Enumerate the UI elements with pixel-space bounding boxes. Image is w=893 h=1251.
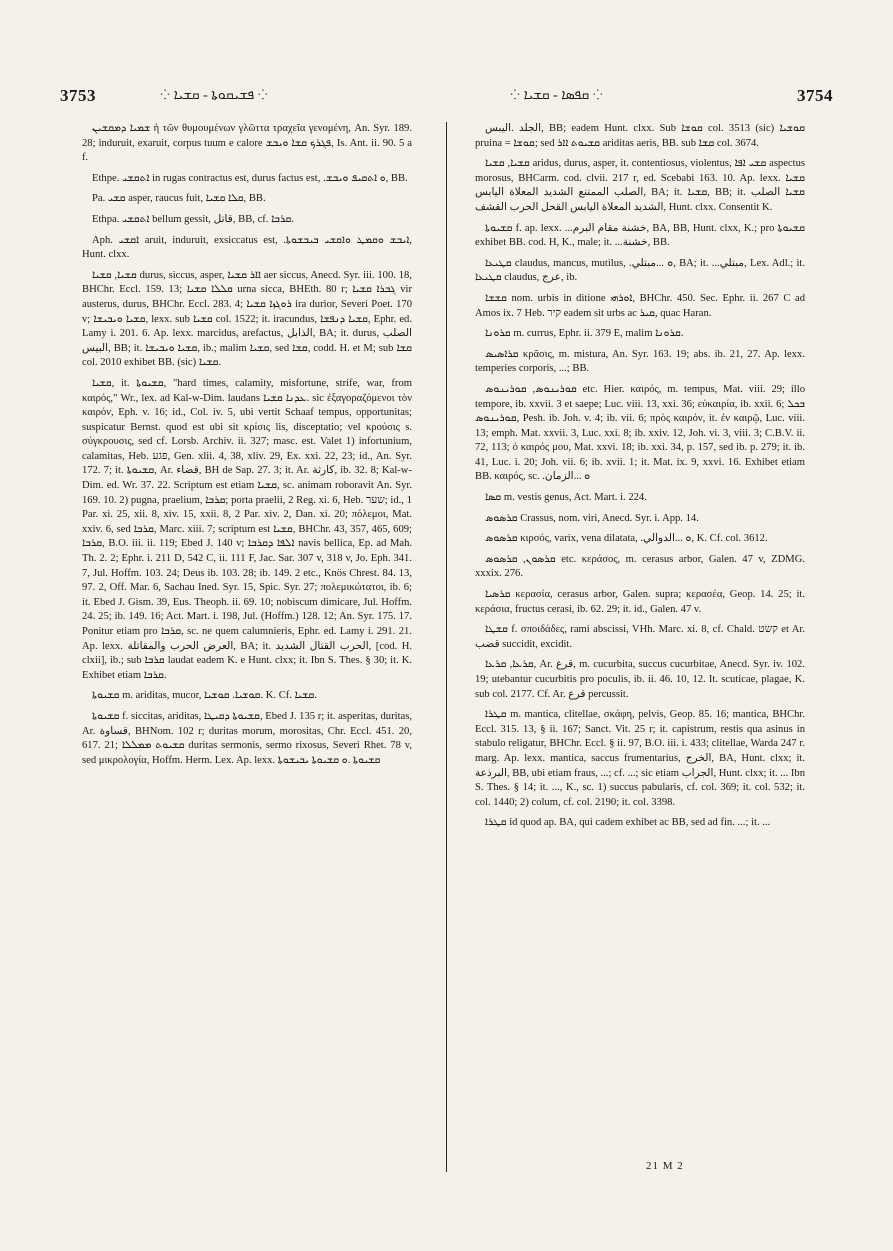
dictionary-entry: Ethpe. ܐܬܩܫܝ in rugas contractus est, durus factus est, .ܘ ܐܬܩܝܦ ܘܝܒܫ, BB. bbox=[92, 172, 408, 184]
dictionary-entry: الجلد .اليبس, BB; eadem Hunt. clxx. Sub ܩܘܫܐ col. 3513 (sic) ܩܘܫܝܐ pruina = ܩܘܫܐ; sed ܩܫܝܘܬ ܐܐܪ ariditas aeris, BB. sub ܩܫܐ col. 3674. bbox=[475, 123, 806, 149]
dictionary-entry: ܩܪܐܣܝܣ κρᾶσις, m. mistura, An. Syr. 163. 19; abs. ib. 21, 27. Ap. lexx. temperies corporis, ...; BB. bbox=[475, 348, 805, 375]
dictionary-entry: ܩܛܝܥܐ claudus, mancus, mutilus, .ܘ ...مبتلي, BA; it. ...مبتلي, Lex. Adl.; it. ܩܛܝܥܐ claudus, عرج, ib. bbox=[475, 257, 805, 284]
column-divider bbox=[446, 122, 447, 1172]
dictionary-entry: ܫܡܝܐ ܕܡܩܫܝܢ ἡ τῶν θυμουμένων γλῶττα τραχεῖα γενομένη, An. Syr. 189. 28; induruit, exaruit, corpus tuum e calore ܦܓܪܟ ܩܫܐ ܘܝܒܫ, Is. Ant. ii. 90. 5 a f. bbox=[82, 123, 412, 164]
dictionary-entry: ܩܛܪܐ id quod ap. BA, qui cadem exhibet ac BB, sed ad fin. ...; it. ... bbox=[485, 817, 771, 829]
dictionary-entry: ܩܫܛܐ f. σποιδάδες, rami abscissi, VHh. Marc. xi. 8, cf. Chald. קשט et Ar. قضب succidit, excidit. bbox=[475, 624, 805, 650]
page-header bbox=[60, 86, 833, 112]
page-number-left: 3753 bbox=[60, 86, 96, 105]
dictionary-entry: ܩܫܝܐ, ܩܫܝܐ aridus, durus, asper, it. contentiosus, violentus, ܩܫܝ ܐܦܐ aspectus morosus, BHCarm. cod. clvii. 217 r, ed. Scebabi 163. 10. Ap. lexx. ܩܫܝܐ الصلب الممتنع الشديد المعلاة اليابس, BA; it. ܩܫܝܐ, BB; it. ܩܫܝܐ الصلب الشديد المعلاة اليابس القحل الحرب القشف, Hunt. clxx. Consentit K. bbox=[475, 158, 805, 213]
dictionary-entry: ܩܘܪܝܢܘܣ, ܩܘܪܝܢܘܣ etc. Hier. καιρός, m. tempus, Mat. viii. 29; illo tempore, ib. xxvii. 3 et saepe; Luc. viii. 13, xxi. 36; εὐκαιρία, ib. xxii. 6; ܒܟܠ ܩܘܪܝܢܘܣ, Pesh. ib. Joh. v. 4; ib. vii. 6; πρὸς καιρόν, it. ἐν καιρῷ, Luc. viii. 13; emph. Mat. xxvii. 3, Luc. xxi. 8; ib. xxiv. 12, Joh. vi. 3, viii. 3; C.B.V. ii. 72, 113; ὁ καιρός μου, Mat. xxvi. 18; ib. xxi. 34, p. 157, sed ib. p. 279; it. ib. 41, Luc. i. 20; Joh. vii. 6; ib. xvii. 1; it. Mat. ix. 9, xxvi. 16. Exhibet etiam BB. καιρός, sc. .ܘ ...الزمان bbox=[475, 383, 805, 483]
dictionary-entry: ܩܪܣܝܐ κερασία, cerasus arbor, Galen. supra; κερασέα, Geop. 14. 25; it. κεράσια, fructus cerasi, ib. 62. 29; it. id., Galen. 47 v. bbox=[475, 589, 805, 615]
dictionary-entry: ܩܫܝܘܬܐ f. ap. lexx. ...خشنة مقام البرم, BA, BB, Hunt. clxx, K.; pro ܩܫܝܘܬܐ exhibet BB. cod. H, K., male; it. ...خشنة, BB. bbox=[475, 222, 805, 249]
right-column bbox=[475, 122, 805, 837]
signature-mark: 21 M 2 bbox=[646, 1160, 684, 1172]
left-column bbox=[82, 122, 412, 774]
dictionary-entry: ܩܣܐ m. vestis genus, Act. Mart. i. 224. bbox=[485, 492, 647, 504]
dictionary-entry: ܩܫܫܐ nom. urbis in ditione ܐܘܪܗܝ, BHChr. 450. Sec. Ephr. ii. 267 C ad Amos ix. 7 Heb. קיר eadem sit urbs ac ܩܝܪ, quac Haran. bbox=[475, 292, 805, 319]
dictionary-entry: ܩܪܘܢܐ m. currus, Ephr. ii. 379 E, malim ܩܪܘܢܐ. bbox=[485, 328, 684, 340]
dictionary-entry: Pa. ܩܫܝ asper, raucus fuit, ܩܠܐ ܩܫܝܐ, BB. bbox=[92, 193, 266, 205]
dictionary-entry: ܩܛܪܐ m. mantica, clitellae, σκάφη, pelvis, Geop. 85. 16; mantica, BHChr. Eccl. 315. 13, § ii. 167; Sanct. Vit. 25 r; it. capistrum, restis qua asinus in stabulo religatur, BHChr. Eccl. § ii. 97, B.O. iii. i. 433; clitellae, Warda 247 r. marg. Ap. lexx. mantica, saccus frumentarius, الخرج, BA, Hunt. clxx; it. البرذعة, BB, ubi etiam fraus, ...; cf. ...; sic etiam الجراب, Hunt. clxx; it. ... Ibn S. Thes. § 14; it. ..., K., sc. 1) succus pabularis, cf. col. 369; it. col. 532; it. col. 1440; 2) colum, cf. col. 2190; it. col. 3398. bbox=[475, 709, 805, 808]
dictionary-entry: ܩܫܝܘܬܐ m. ariditas, mucor, ܩܘܫܝܐ. ܩܘܫܝܐ. K. Cf. ܩܫܝܐ. bbox=[92, 690, 317, 702]
dictionary-entry: ܩܫܝܐ, it. ܩܫܝܘܬܐ, "hard times, calamity, misfortune, strife, war, from καιρός," Wr., lex. ad Kal-w-Dim. laudans ܥܕܢܐ ܩܫܝܐ. sic ἐξαγοραζόμενοι τὸν καιρόν, Eph. v. 16; id., Col. iv. 5, ubi vertit Schaaf tempus, opportunitas; suspicatur Bernst. quod est ubi sit κρίσις lis, disceptatio; vel κρούσις s. σύγκρουσις, sed cf. Lorsb. Archiv. ii. 327; masc. est. Valet 1) infortunium, calamitas, Heb. פגע, Gen. xlii. 4, 38, xliv. 29, Ex. xxi. 22, 23; id., An. Syr. 172. 7; it. ܩܫܝܘܬܐ, Ar. قضاء, BH de Sap. 27. 3; it. Ar. كارثة, ib. 32. 8; Kal-w-Dim. ed. Wr. 37. 22. Scriptum est etiam ܩܫܝܐ, sc. animam roboravit An. Syr. 169. 10. 2) pugna, praelium, ܩܪܒܐ; porta praelii, 2 Reg. xi. 6, Heb. שער; id., 1 Par. xi. 25, xii. 8, xiv. 15, xxii. 8, 2 Par. xiv. 2, Dan. xi. 20; πόλεμοι, Mat. xxiv. 6, sed ܩܪܒܐ, Marc. xiii. 7; scriptum est ܩܫܝܐ, BHChr. 43, 357, 465, 609; ܩܪܒܐ, B.O. iii. ii. 119; Ebed J. 140 v; ܐܠܦܐ ܕܩܪܒܐ navis bellica, Ep. ad Mah. Th. 2. 2; Ephr. i. 211 D, 542 C, ii. 111 F, Jac. Sar. 307 v, 318 v, Jo. Eph. 341. 7, Jul. Hoffm. 103. 24; Deus ib. 103. 28; ib. 149. 2 etc., Knös Chrest. 84. 13, 97. 2, Off. Mar. 6, Sachau Ined. Syr. 15, Spic. Syr. 27; πολεμικώτατοι, ib. 6; it. Ebed J. Gism. 39, Eus. Theoph. ii. 69. 10; nobiscum dimicare, Jul. Hoffm. 24. 25; ib. 149. 16; Act. Mart. i. 198, Jul. (Hoffm.) 128. 12; An. Syr. 175. 17. Ponitur etiam pro ܩܪܒܐ, sc. ne quem calumnieris, Ephr. ed. Lamy i. 291. 21. Ap. lexx. العرض الحرب والمقاتلة, BA; it. الحرب القتال الشديد, [cod. H. clxii], ib.; sub ܩܪܒܐ laudat eadem K. e Hunt. clxx; it. Ibn S. Thes. § 30; it. K. Exhibet etiam ܩܪܒܐ. bbox=[82, 377, 413, 681]
dictionary-entry: ܩܪܥܐ, ܩܪܥܐ, Ar. قرع, m. cucurbita, succus cucurbitae, Anecd. Syr. iv. 102. 19; utebantur cucurbitis pro poculis, ib. ii. 46. 10, 12. It. scuticae, plagae, K. sub col. 2177. Cf. Ar. قرع percussit. bbox=[475, 659, 805, 700]
dictionary-entry: ܩܪܣܘܣ κιρσός, varix, vena dilatata, .ܘ ...الدوالي, K. Cf. col. 3612. bbox=[485, 533, 768, 545]
page-number-right: 3754 bbox=[797, 86, 833, 105]
dictionary-entry: ܩܪܣܘܣ Crassus, nom. viri, Anecd. Syr. i. App. 14. bbox=[485, 512, 699, 524]
running-head-right: ⁘ ܩܦܣܐ - ܩܫܝܐ ⁘ bbox=[510, 88, 603, 103]
running-head-left: ⁘ ܦܫܝܩܘܬܐ - ܩܫܝܐ ⁘ bbox=[160, 88, 268, 103]
dictionary-entry: ܩܫܝܘܬܐ f. siccitas, ariditas, ܩܫܝܘܬܐ ܕܩܝܛܐ, Ebed J. 135 r; it. asperitas, duritas, Ar. قساوة, BHNom. 102 r; duritas morum, morositas, Chr. Eccl. 451. 20, 617. 21; ܩܫܝܘܬ ܡܡܠܠܐ duritas sermonis, sermo rixosus, Severi Rhet. 78 v, sed μικρολογία, Hoffm. Herm. Lex. Ap. lexx. ܩܫܝܘܬܐ .ܘ ܩܫܝܘܬܐ ܝܒܝܫܘܬܐ bbox=[82, 710, 412, 766]
dictionary-entry: ܩܫܝܐ, ܩܫܝܐ durus, siccus, asper, ܐܐܪ ܩܫܝܐ aer siccus, Anecd. Syr. iii. 100. 18, BHChr. Eccl. 159. 13; ܩܠܠܐ ܩܫܝܐ urna sicca, BHEth. 80 r; ܓܒܪܐ ܩܫܝܐ vir austerus, durus, BHChr. Eccl. 283. 4; ܪܘܓܙܐ ܩܫܝܐ ira durior, Severi Poet. 170 v; ܩܫܝܐ ܘܝܒܝܫܐ, lexx. sub ܩܫܝܐ col. 1522; it. iracundus, ܩܫܝܐ ܕܢܦܫܐ, Ephr. ed. Lamy i. 201. 6. Ap. lexx. marcidus, arefactus, الذابل, BA; it. durus, الصلب البيس, BB; it. ܩܫܝܐ ܘܝܒܝܫܐ, ib.; malim ܩܫܝܐ, sed ܩܫܐ, codd. H. et M; sub ܩܫܐ col. 2010 exhibet BB. (sic) ܩܫܝܐ. bbox=[82, 269, 413, 369]
dictionary-entry: Ethpa. ܐܬܩܫܝ bellum gessit, قاتل, BB, cf. ܩܪܒܐ. bbox=[92, 213, 294, 225]
dictionary-entry: Aph. ܐܩܫܝ aruit, induruit, exsiccatus est, .ܐܝܒܫ ܘܩܡܛ ܘܐܩܫܝ ܒܝܒܫܘܬܐ, Hunt. clxx. bbox=[82, 234, 412, 261]
dictionary-entry: ܩܪܣܘܢ, ܩܪܣܘܣ etc. κεράσος, m. cerasus arbor, Galen. 47 v, ZDMG. xxxix. 276. bbox=[475, 553, 805, 580]
